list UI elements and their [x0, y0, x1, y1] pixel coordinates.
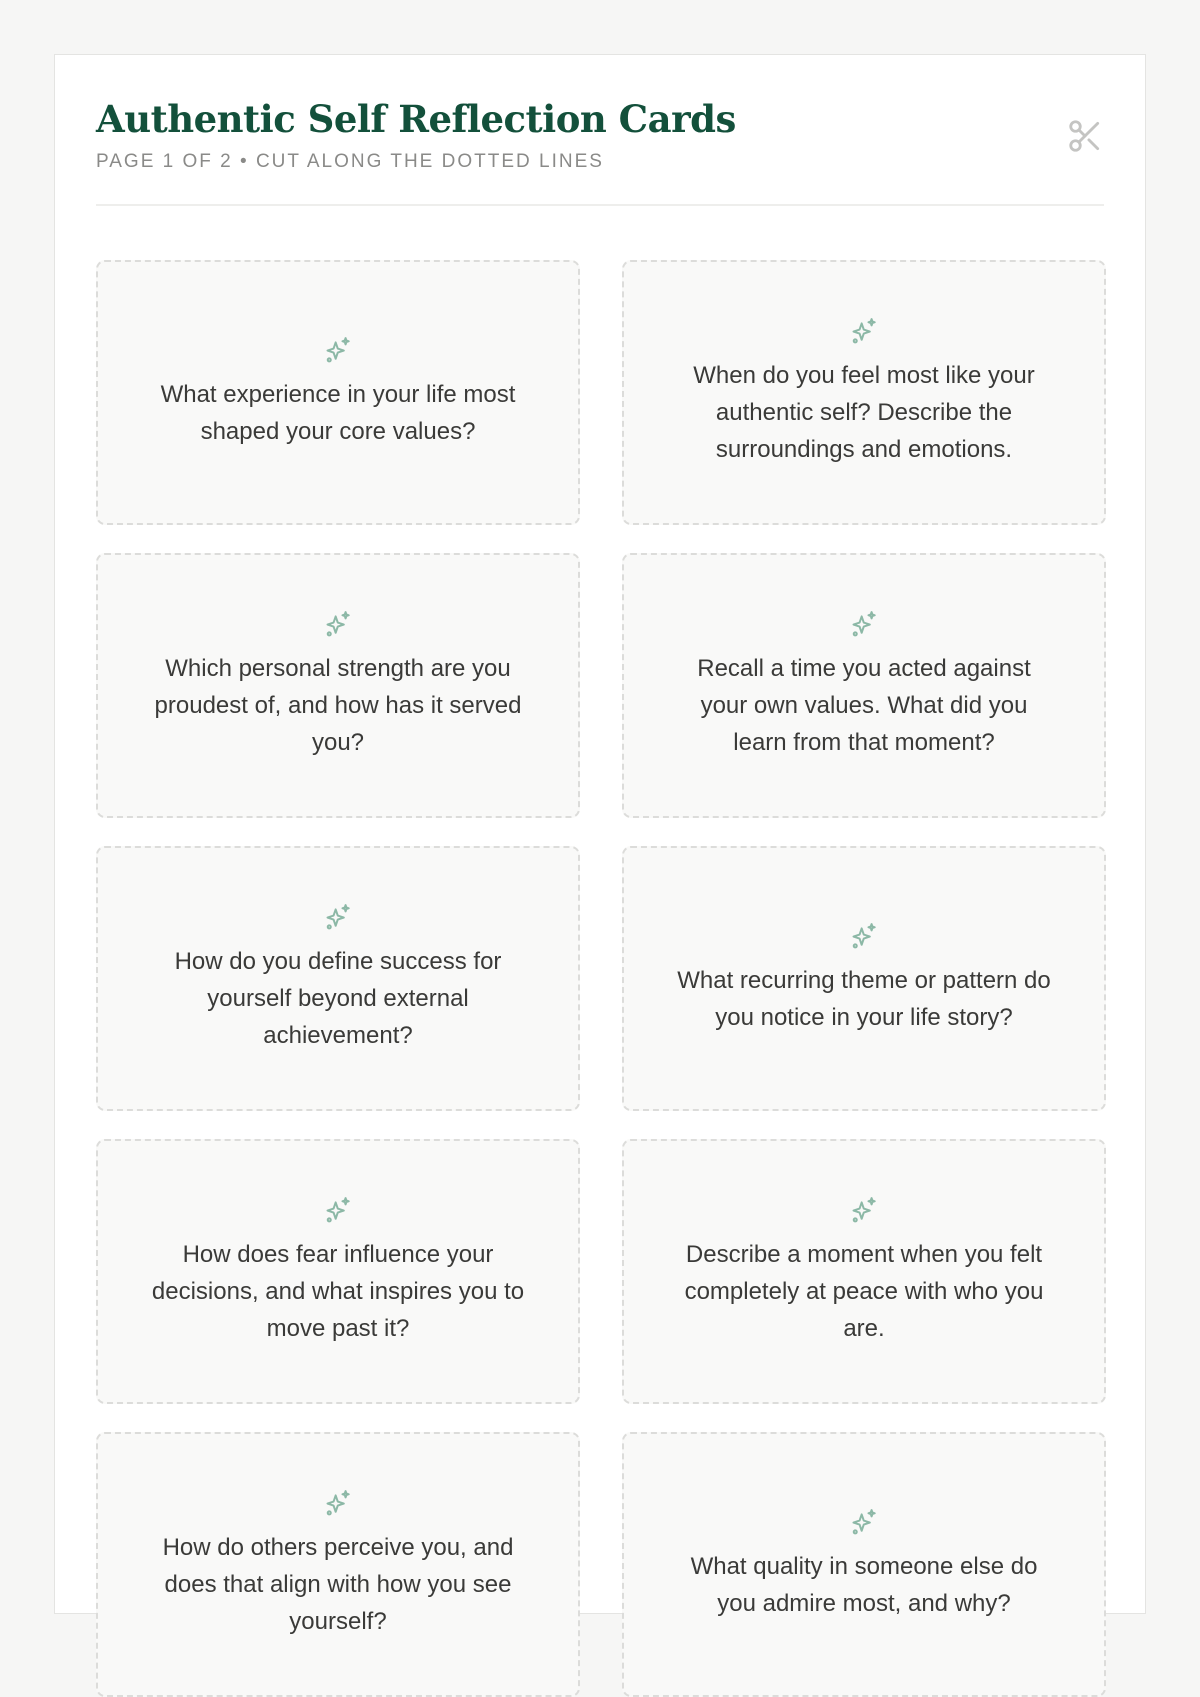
sparkles-icon — [324, 610, 352, 638]
sparkles-icon — [850, 610, 878, 638]
card-prompt: How does fear influence your decisions, and what inspires you to move past it? — [151, 1241, 525, 1342]
card-prompt: When do you feel most like your authentic self? Describe the surroundings and emotions. — [693, 362, 1035, 463]
sparkles-icon — [324, 903, 352, 931]
card-prompt: What experience in your life most shaped your core values? — [160, 380, 516, 445]
reflection-card — [622, 553, 1106, 818]
scissors-icon — [1066, 117, 1104, 155]
card-prompt: What recurring theme or pattern do you notice in your life story? — [677, 966, 1051, 1031]
reflection-card — [96, 260, 580, 525]
reflection-card — [622, 846, 1106, 1111]
card-prompt: Which personal strength are you proudest of, and how has it served you? — [154, 655, 522, 756]
reflection-card — [96, 553, 580, 818]
page-title: Authentic Self Reflection Cards — [96, 97, 736, 141]
card-prompt: What quality in someone else do you admire most, and why? — [690, 1552, 1038, 1617]
card-prompt: Recall a time you acted against your own values. What did you learn from that moment? — [697, 655, 1031, 756]
sparkles-icon — [324, 1489, 352, 1517]
reflection-card — [96, 1432, 580, 1697]
sheet-header — [96, 55, 1104, 206]
card-prompt: How do others perceive you, and does that align with how you see yourself? — [162, 1534, 514, 1635]
sparkles-icon — [324, 336, 352, 364]
card-prompt: How do you define success for yourself beyond external achievement? — [174, 948, 502, 1049]
reflection-card — [622, 1139, 1106, 1404]
reflection-card — [96, 1139, 580, 1404]
sparkles-icon — [850, 922, 878, 950]
card-sheet — [54, 54, 1146, 1635]
reflection-card — [622, 1432, 1106, 1697]
reflection-card — [96, 846, 580, 1111]
sparkles-icon — [850, 317, 878, 345]
card-prompt: Describe a moment when you felt completely at peace with who you are. — [684, 1241, 1044, 1342]
page-subtitle: PAGE 1 OF 2 • CUT ALONG THE DOTTED LINES — [96, 151, 604, 172]
sparkles-icon — [324, 1196, 352, 1224]
sparkles-icon — [850, 1508, 878, 1536]
sparkles-icon — [850, 1196, 878, 1224]
reflection-card — [622, 260, 1106, 525]
